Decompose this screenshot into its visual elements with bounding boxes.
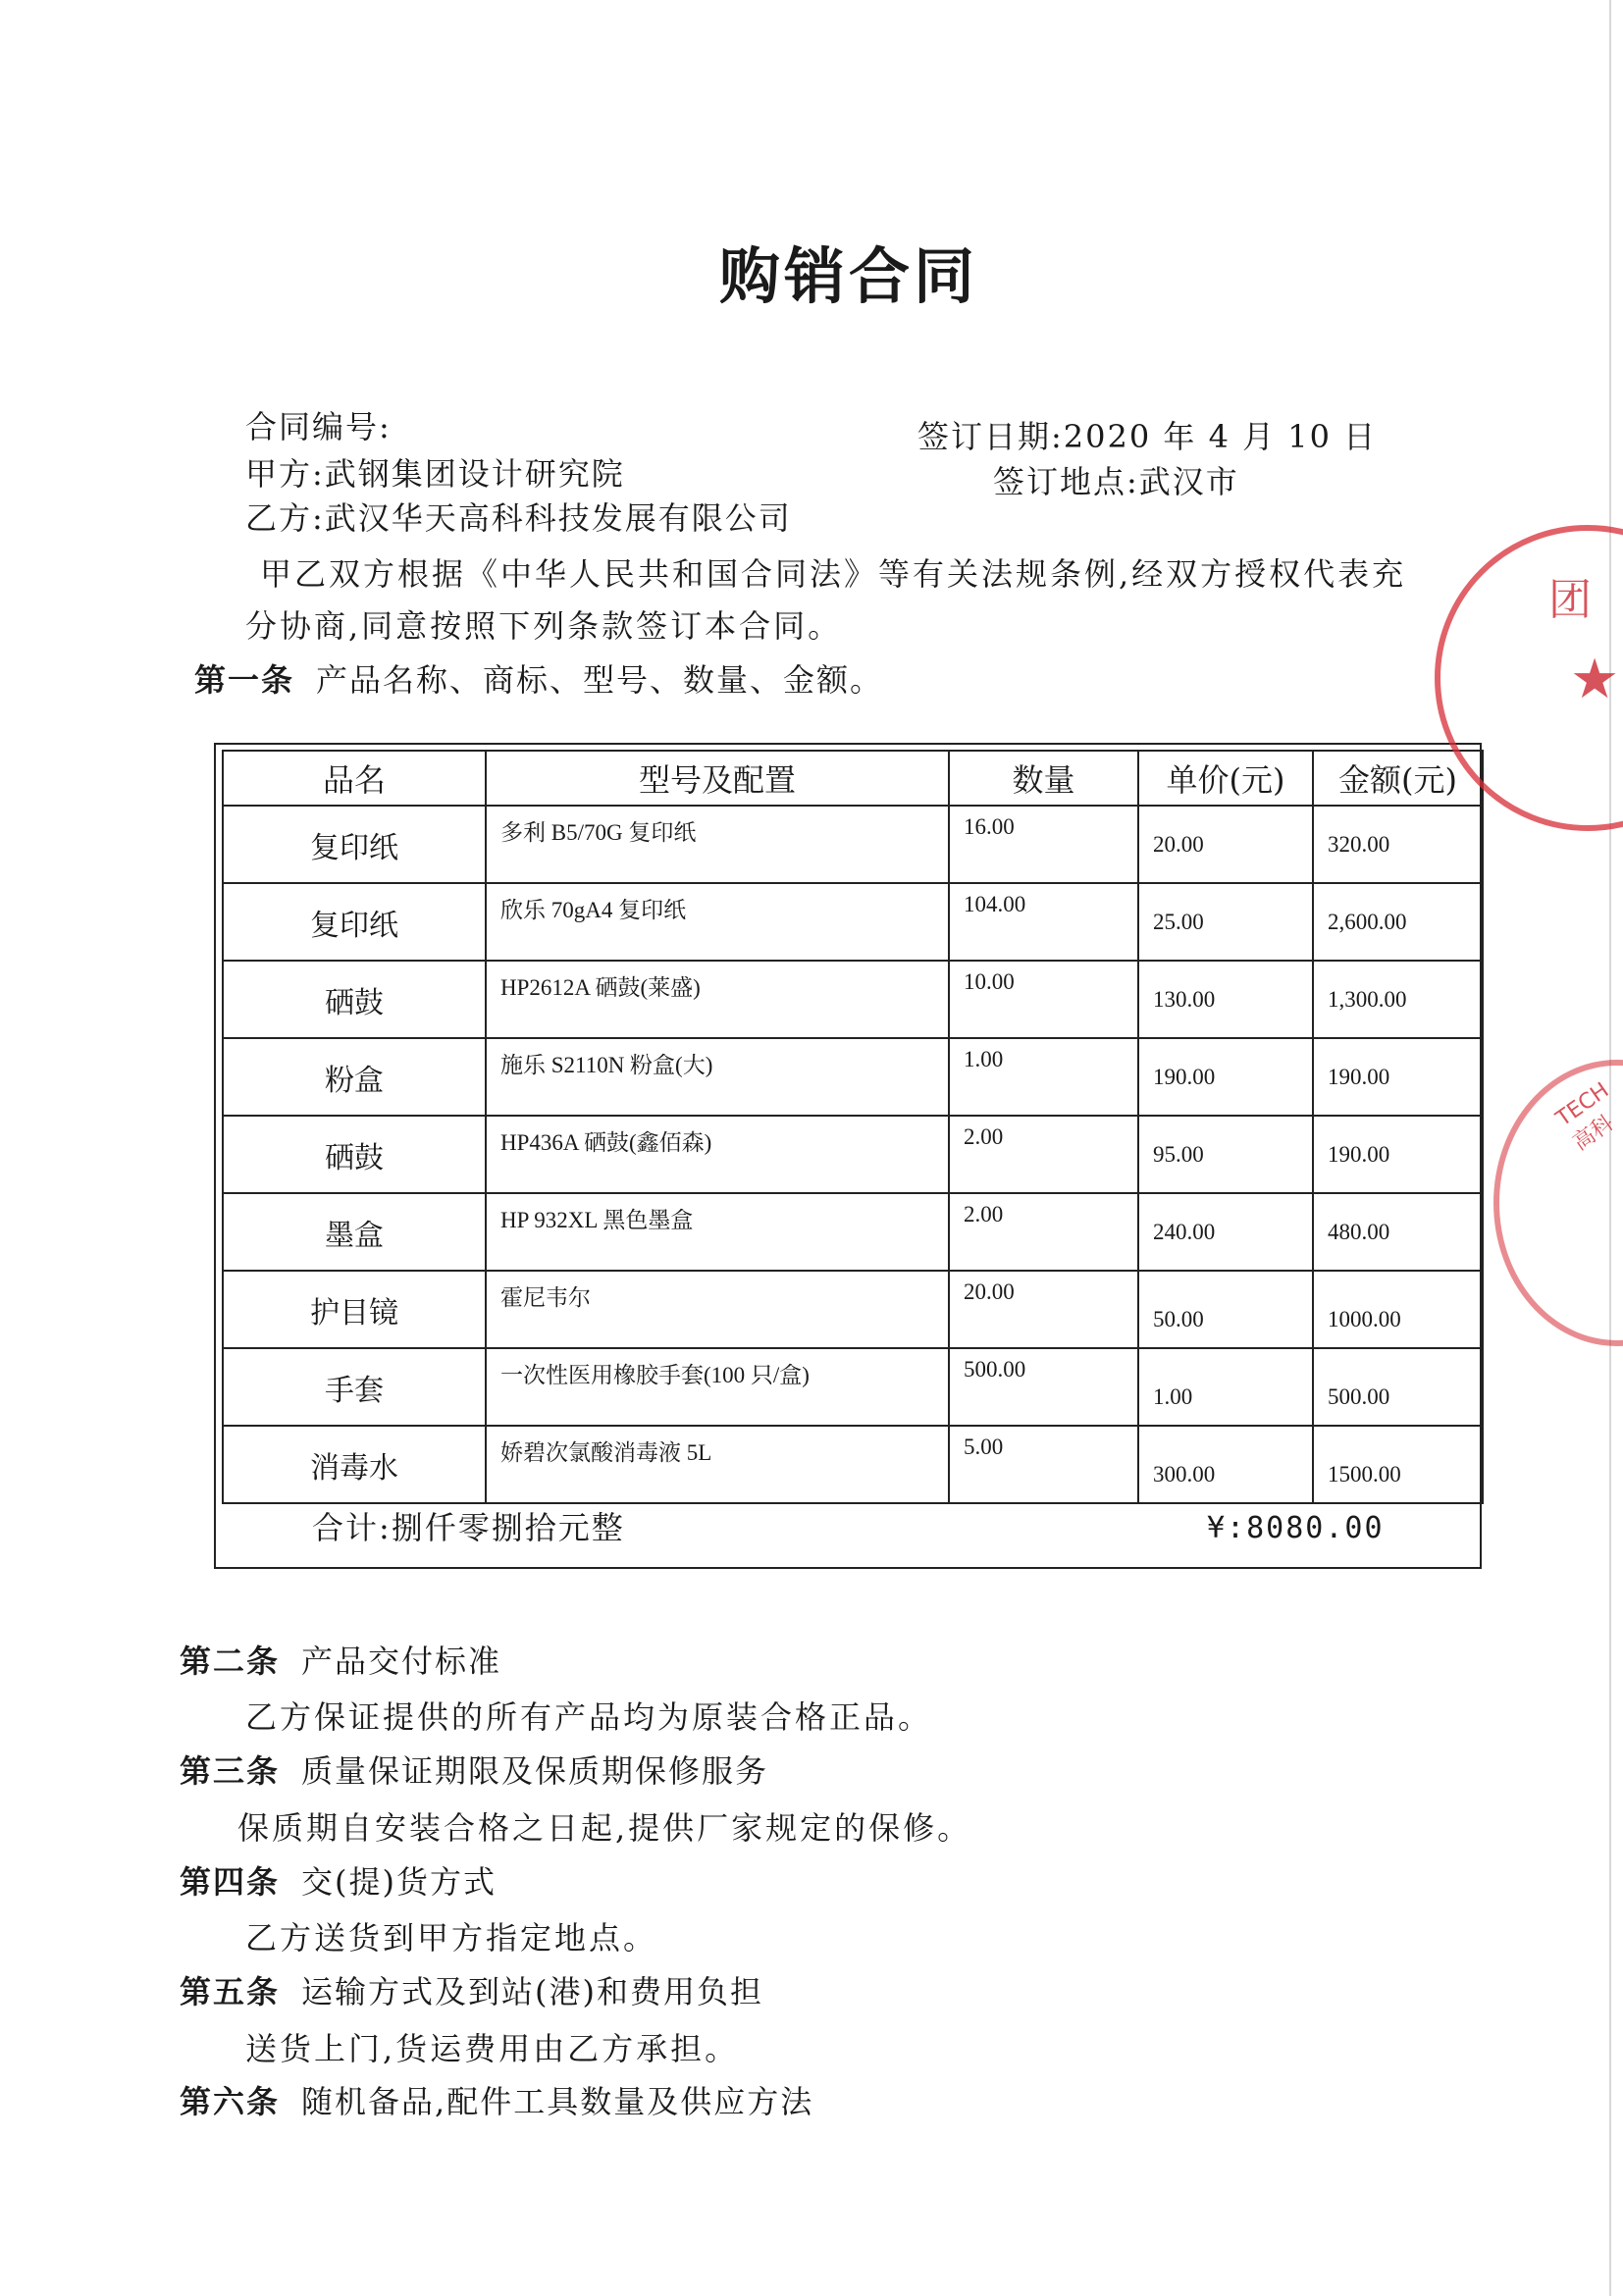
- article-1: [194, 655, 883, 701]
- cell-qty: 2.00: [949, 1116, 1138, 1193]
- cell-spec: 娇碧次氯酸消毒液 5L: [486, 1426, 949, 1503]
- col-amount-header: 金额(元): [1313, 751, 1483, 806]
- contract-number-label: 合同编号:: [245, 408, 392, 445]
- table-row: [223, 1193, 1483, 1271]
- table-header-row: [223, 751, 1483, 806]
- party-a: 甲方:武钢集团设计研究院: [245, 455, 625, 493]
- cell-name: 复印纸: [223, 806, 486, 883]
- cell-spec: 一次性医用橡胶手套(100 只/盒): [486, 1348, 949, 1426]
- table-row: [223, 961, 1483, 1038]
- article-4-body: 乙方送货到甲方指定地点。: [245, 1919, 658, 1957]
- article-5-title: 运输方式及到站(港)和费用负担: [301, 1973, 763, 2010]
- cell-name: 粉盒: [223, 1038, 486, 1116]
- article-3-title: 质量保证期限及保质期保修服务: [301, 1752, 769, 1790]
- table-row: [223, 883, 1483, 961]
- cell-price: 1.00: [1138, 1348, 1313, 1426]
- cell-spec: HP436A 硒鼓(鑫佰森): [486, 1116, 949, 1193]
- party-b: 乙方:武汉华天高科科技发展有限公司: [245, 499, 792, 537]
- table-row: [223, 1038, 1483, 1116]
- article-5-body: 送货上门,货运费用由乙方承担。: [245, 2030, 740, 2067]
- cell-price: 20.00: [1138, 806, 1313, 883]
- cell-price: 190.00: [1138, 1038, 1313, 1116]
- cell-amount: 480.00: [1313, 1193, 1483, 1271]
- article-2-title: 产品交付标准: [301, 1643, 502, 1680]
- total-in-words: 合计:捌仟零捌拾元整: [312, 1509, 625, 1546]
- sign-date: 签订日期:2020 年 4 月 10 日: [917, 418, 1378, 455]
- cell-price: 95.00: [1138, 1116, 1313, 1193]
- cell-price: 25.00: [1138, 883, 1313, 961]
- article-1-text: 产品名称、商标、型号、数量、金额。: [316, 661, 884, 699]
- article-2-label: 第二条: [180, 1643, 281, 1680]
- cell-price: 130.00: [1138, 961, 1313, 1038]
- seal-bottom-text: TECH 高科: [1551, 1077, 1619, 1156]
- article-3: [180, 1747, 768, 1792]
- col-spec-header: 型号及配置: [486, 751, 949, 806]
- product-table: [222, 750, 1484, 1504]
- cell-spec: 欣乐 70gA4 复印纸: [486, 883, 949, 961]
- cell-spec: HP2612A 硒鼓(莱盛): [486, 961, 949, 1038]
- cell-qty: 500.00: [949, 1348, 1138, 1426]
- intro-line-2: 分协商,同意按照下列条款签订本合同。: [245, 607, 843, 645]
- article-6: [180, 2077, 813, 2122]
- cell-qty: 20.00: [949, 1271, 1138, 1348]
- cell-name: 消毒水: [223, 1426, 486, 1503]
- cell-spec: 多利 B5/70G 复印纸: [486, 806, 949, 883]
- cell-qty: 10.00: [949, 961, 1138, 1038]
- cell-amount: 2,600.00: [1313, 883, 1483, 961]
- cell-qty: 5.00: [949, 1426, 1138, 1503]
- article-6-label: 第六条: [180, 2083, 281, 2120]
- article-2-body: 乙方保证提供的所有产品均为原装合格正品。: [245, 1698, 933, 1736]
- cell-qty: 2.00: [949, 1193, 1138, 1271]
- cell-spec: 施乐 S2110N 粉盒(大): [486, 1038, 949, 1116]
- cell-qty: 104.00: [949, 883, 1138, 961]
- article-2: [180, 1637, 501, 1682]
- sign-place: 签订地点:武汉市: [993, 463, 1239, 500]
- article-4-label: 第四条: [180, 1863, 281, 1901]
- cell-amount: 190.00: [1313, 1116, 1483, 1193]
- article-4-title: 交(提)货方式: [301, 1863, 497, 1901]
- cell-spec: 霍尼韦尔: [486, 1271, 949, 1348]
- cell-name: 硒鼓: [223, 1116, 486, 1193]
- cell-amount: 1000.00: [1313, 1271, 1483, 1348]
- article-3-body: 保质期自安装合格之日起,提供厂家规定的保修。: [237, 1809, 972, 1847]
- document-title: 购销合同: [718, 240, 978, 312]
- article-6-title: 随机备品,配件工具数量及供应方法: [301, 2083, 814, 2120]
- article-4: [180, 1857, 497, 1903]
- col-qty-header: 数量: [949, 751, 1138, 806]
- cell-name: 墨盒: [223, 1193, 486, 1271]
- cell-amount: 1,300.00: [1313, 961, 1483, 1038]
- table-row: [223, 1271, 1483, 1348]
- cell-amount: 500.00: [1313, 1348, 1483, 1426]
- cell-amount: 320.00: [1313, 806, 1483, 883]
- cell-price: 300.00: [1138, 1426, 1313, 1503]
- cell-qty: 1.00: [949, 1038, 1138, 1116]
- table-row: [223, 1348, 1483, 1426]
- col-name-header: 品名: [223, 751, 486, 806]
- total-amount: ¥:8080.00: [1207, 1511, 1385, 1545]
- cell-amount: 190.00: [1313, 1038, 1483, 1116]
- article-5-label: 第五条: [180, 1973, 281, 2010]
- col-price-header: 单价(元): [1138, 751, 1313, 806]
- cell-spec: HP 932XL 黑色墨盒: [486, 1193, 949, 1271]
- table-total-row: [214, 1491, 1482, 1570]
- cell-price: 240.00: [1138, 1193, 1313, 1271]
- article-5: [180, 1967, 763, 2012]
- table-row: [223, 1116, 1483, 1193]
- cell-price: 50.00: [1138, 1271, 1313, 1348]
- cell-qty: 16.00: [949, 806, 1138, 883]
- seal-star-icon: ★: [1570, 648, 1620, 711]
- article-3-label: 第三条: [180, 1752, 281, 1790]
- cell-name: 硒鼓: [223, 961, 486, 1038]
- table-row: [223, 806, 1483, 883]
- cell-amount: 1500.00: [1313, 1426, 1483, 1503]
- cell-name: 手套: [223, 1348, 486, 1426]
- article-1-label: 第一条: [194, 661, 295, 699]
- seal-top-text: 团: [1548, 575, 1592, 625]
- intro-line-1: 甲乙双方根据《中华人民共和国合同法》等有关法规条例,经双方授权代表充: [260, 555, 1407, 593]
- cell-name: 护目镜: [223, 1271, 486, 1348]
- cell-name: 复印纸: [223, 883, 486, 961]
